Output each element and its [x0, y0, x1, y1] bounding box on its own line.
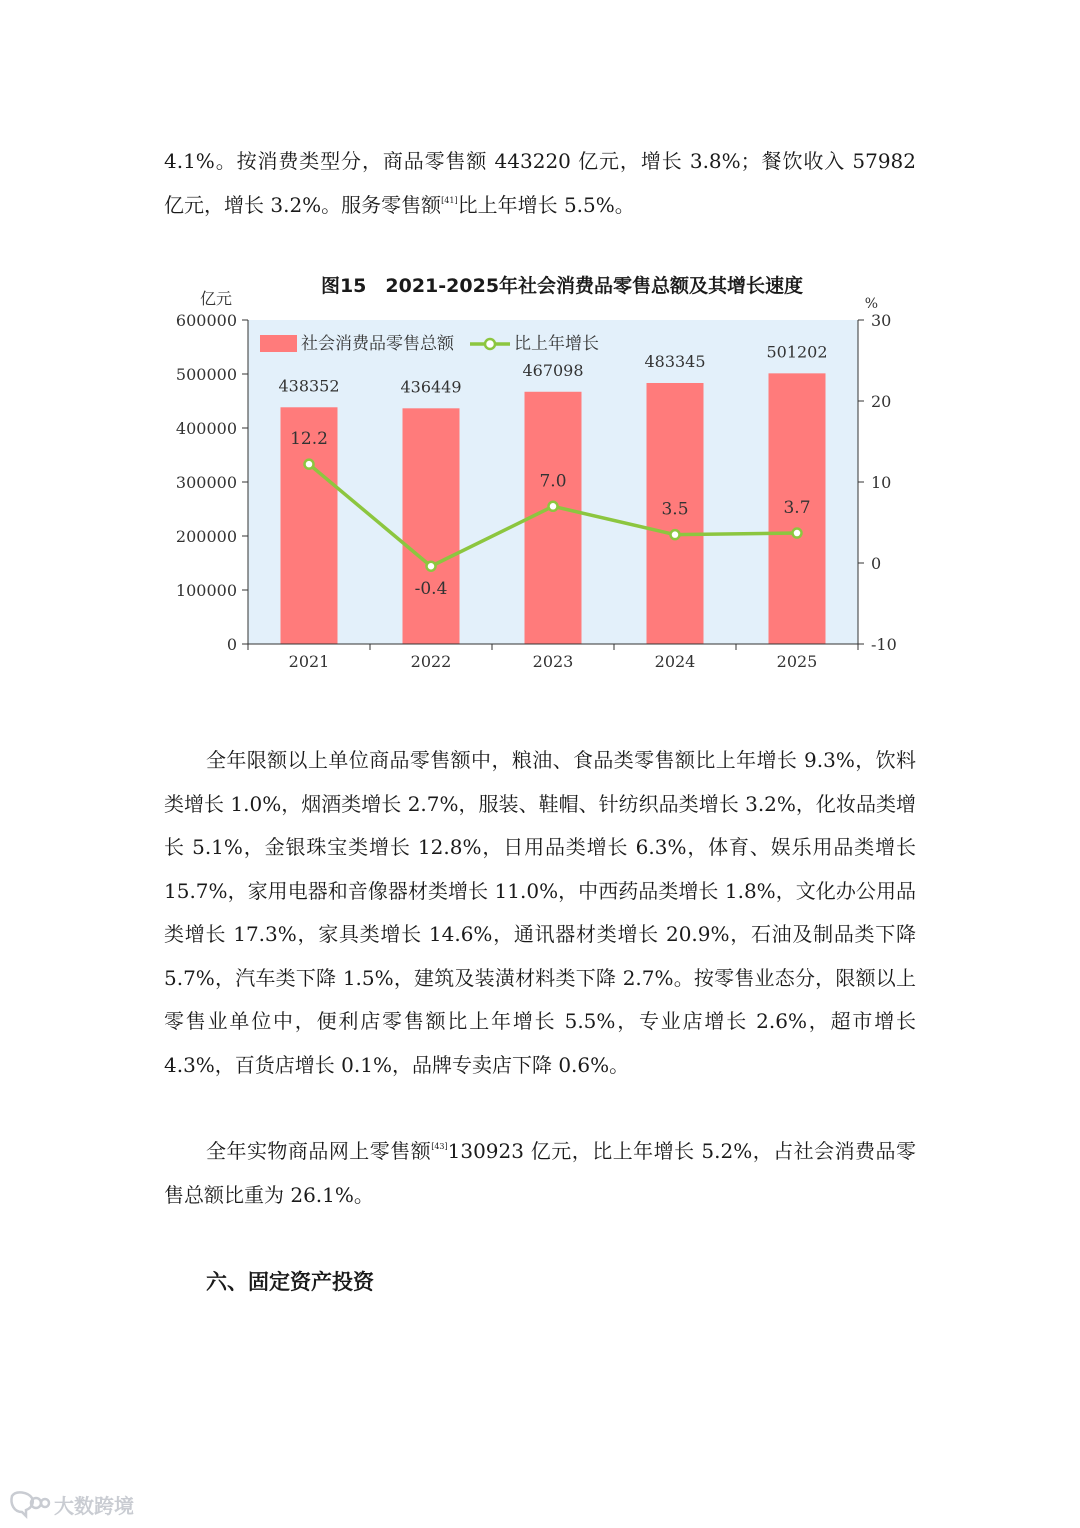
left-axis-tick-label: 500000: [175, 365, 237, 384]
footnote-ref: [41]: [441, 195, 458, 205]
growth-point-2024: [671, 530, 680, 539]
left-axis-tick-label: 300000: [175, 473, 237, 492]
x-axis-label: 2022: [410, 652, 452, 671]
growth-value-label: 3.5: [661, 499, 689, 520]
x-axis-label: 2023: [532, 652, 574, 671]
growth-point-2021: [305, 460, 314, 469]
watermark-text: 大数跨境: [54, 1493, 134, 1518]
growth-value-label: 7.0: [539, 471, 567, 492]
right-axis-tick-label: 0: [871, 554, 882, 573]
growth-value-label: 3.7: [783, 498, 811, 519]
growth-point-2025: [793, 529, 802, 538]
left-axis-unit: 亿元: [199, 289, 233, 308]
chart-title: 图15 2021-2025年社会消费品零售总额及其增长速度: [320, 275, 804, 297]
growth-point-2023: [549, 502, 558, 511]
left-axis-tick-label: 100000: [175, 581, 237, 600]
growth-value-label: 12.2: [290, 429, 328, 450]
growth-value-label: -0.4: [414, 579, 448, 600]
paragraph-text: 全年实物商品网上零售额: [206, 1139, 432, 1163]
x-axis-label: 2021: [288, 652, 330, 671]
footnote-ref: [43]: [431, 1142, 448, 1151]
right-axis-tick-label: 10: [871, 473, 892, 492]
x-axis-label: 2025: [776, 652, 818, 671]
watermark: [8, 1486, 134, 1522]
paragraph-online-retail: [164, 1130, 916, 1217]
growth-point-2022: [427, 562, 436, 571]
x-axis-label: 2024: [654, 652, 696, 671]
logo-icon: [8, 1490, 50, 1518]
left-axis-tick-label: 0: [226, 635, 237, 654]
paragraph-text: 130923 亿元，比上年增长 5.2%，占社会消费品零售总额比重为 26.1%。: [164, 1139, 917, 1207]
legend-line-label: 比上年增长: [514, 334, 599, 354]
bar-value-label: 436449: [400, 377, 462, 397]
paragraph-text: 4.1%。按消费类型分，商品零售额 443220 亿元，增长 3.8%；餐饮收入 57982 亿元，增长 3.2%。服务零售额: [164, 149, 916, 217]
left-axis-tick-label: 600000: [175, 311, 237, 330]
paragraph-consumption-type: [164, 140, 916, 227]
left-axis-tick-label: 200000: [175, 527, 237, 546]
right-axis-tick-label: -10: [871, 635, 897, 654]
paragraph-text: 比上年增长 5.5%。: [457, 192, 635, 217]
legend-bar-label: 社会消费品零售总额: [301, 334, 454, 354]
bar-2022: [403, 408, 460, 644]
chart-legend: [260, 333, 599, 354]
right-axis-tick-label: 20: [871, 392, 892, 411]
bar-value-label: 501202: [766, 342, 828, 362]
legend-bar-swatch: [260, 335, 297, 352]
bar-value-label: 467098: [522, 360, 584, 380]
right-axis-tick-label: 30: [871, 311, 892, 330]
bar-value-label: 483345: [644, 351, 706, 371]
right-axis-unit: %: [864, 296, 878, 312]
section-heading: 六、固定资产投资: [206, 1270, 374, 1294]
bar-value-label: 438352: [278, 376, 340, 396]
paragraph-commodity-categories: 全年限额以上单位商品零售额中，粮油、食品类零售额比上年增长 9.3%，饮料类增长 1.0%，烟酒类增长 2.7%，服装、鞋帽、针纺织品类增长 3.2%，化妆品类增长 5.1%，金银珠宝类增长 12.8%，日用品类增长 6.3%，体育、娱乐用品类增长 15.7%，家用电器和音像器材类增长 11.0%，中西药品类增长 1.8%，文化办公用品类增长 17.3%，家具类增长 14.6%，通讯器材类增长 20.9%，石油及制品类下降 5.7%，汽车类下降 1.5%，建筑及装潢材料类下降 2.7%。按零售业态分，限额以上零售业单位中，便利店零售额比上年增长 5.5%，专业店增长 2.6%，超市增长 4.3%，百货店增长 0.1%，品牌专卖店下降 0.6%。: [164, 748, 916, 1077]
legend-line-marker: [485, 339, 495, 349]
retail-sales-chart: [160, 258, 897, 682]
left-axis-tick-label: 400000: [175, 419, 237, 438]
